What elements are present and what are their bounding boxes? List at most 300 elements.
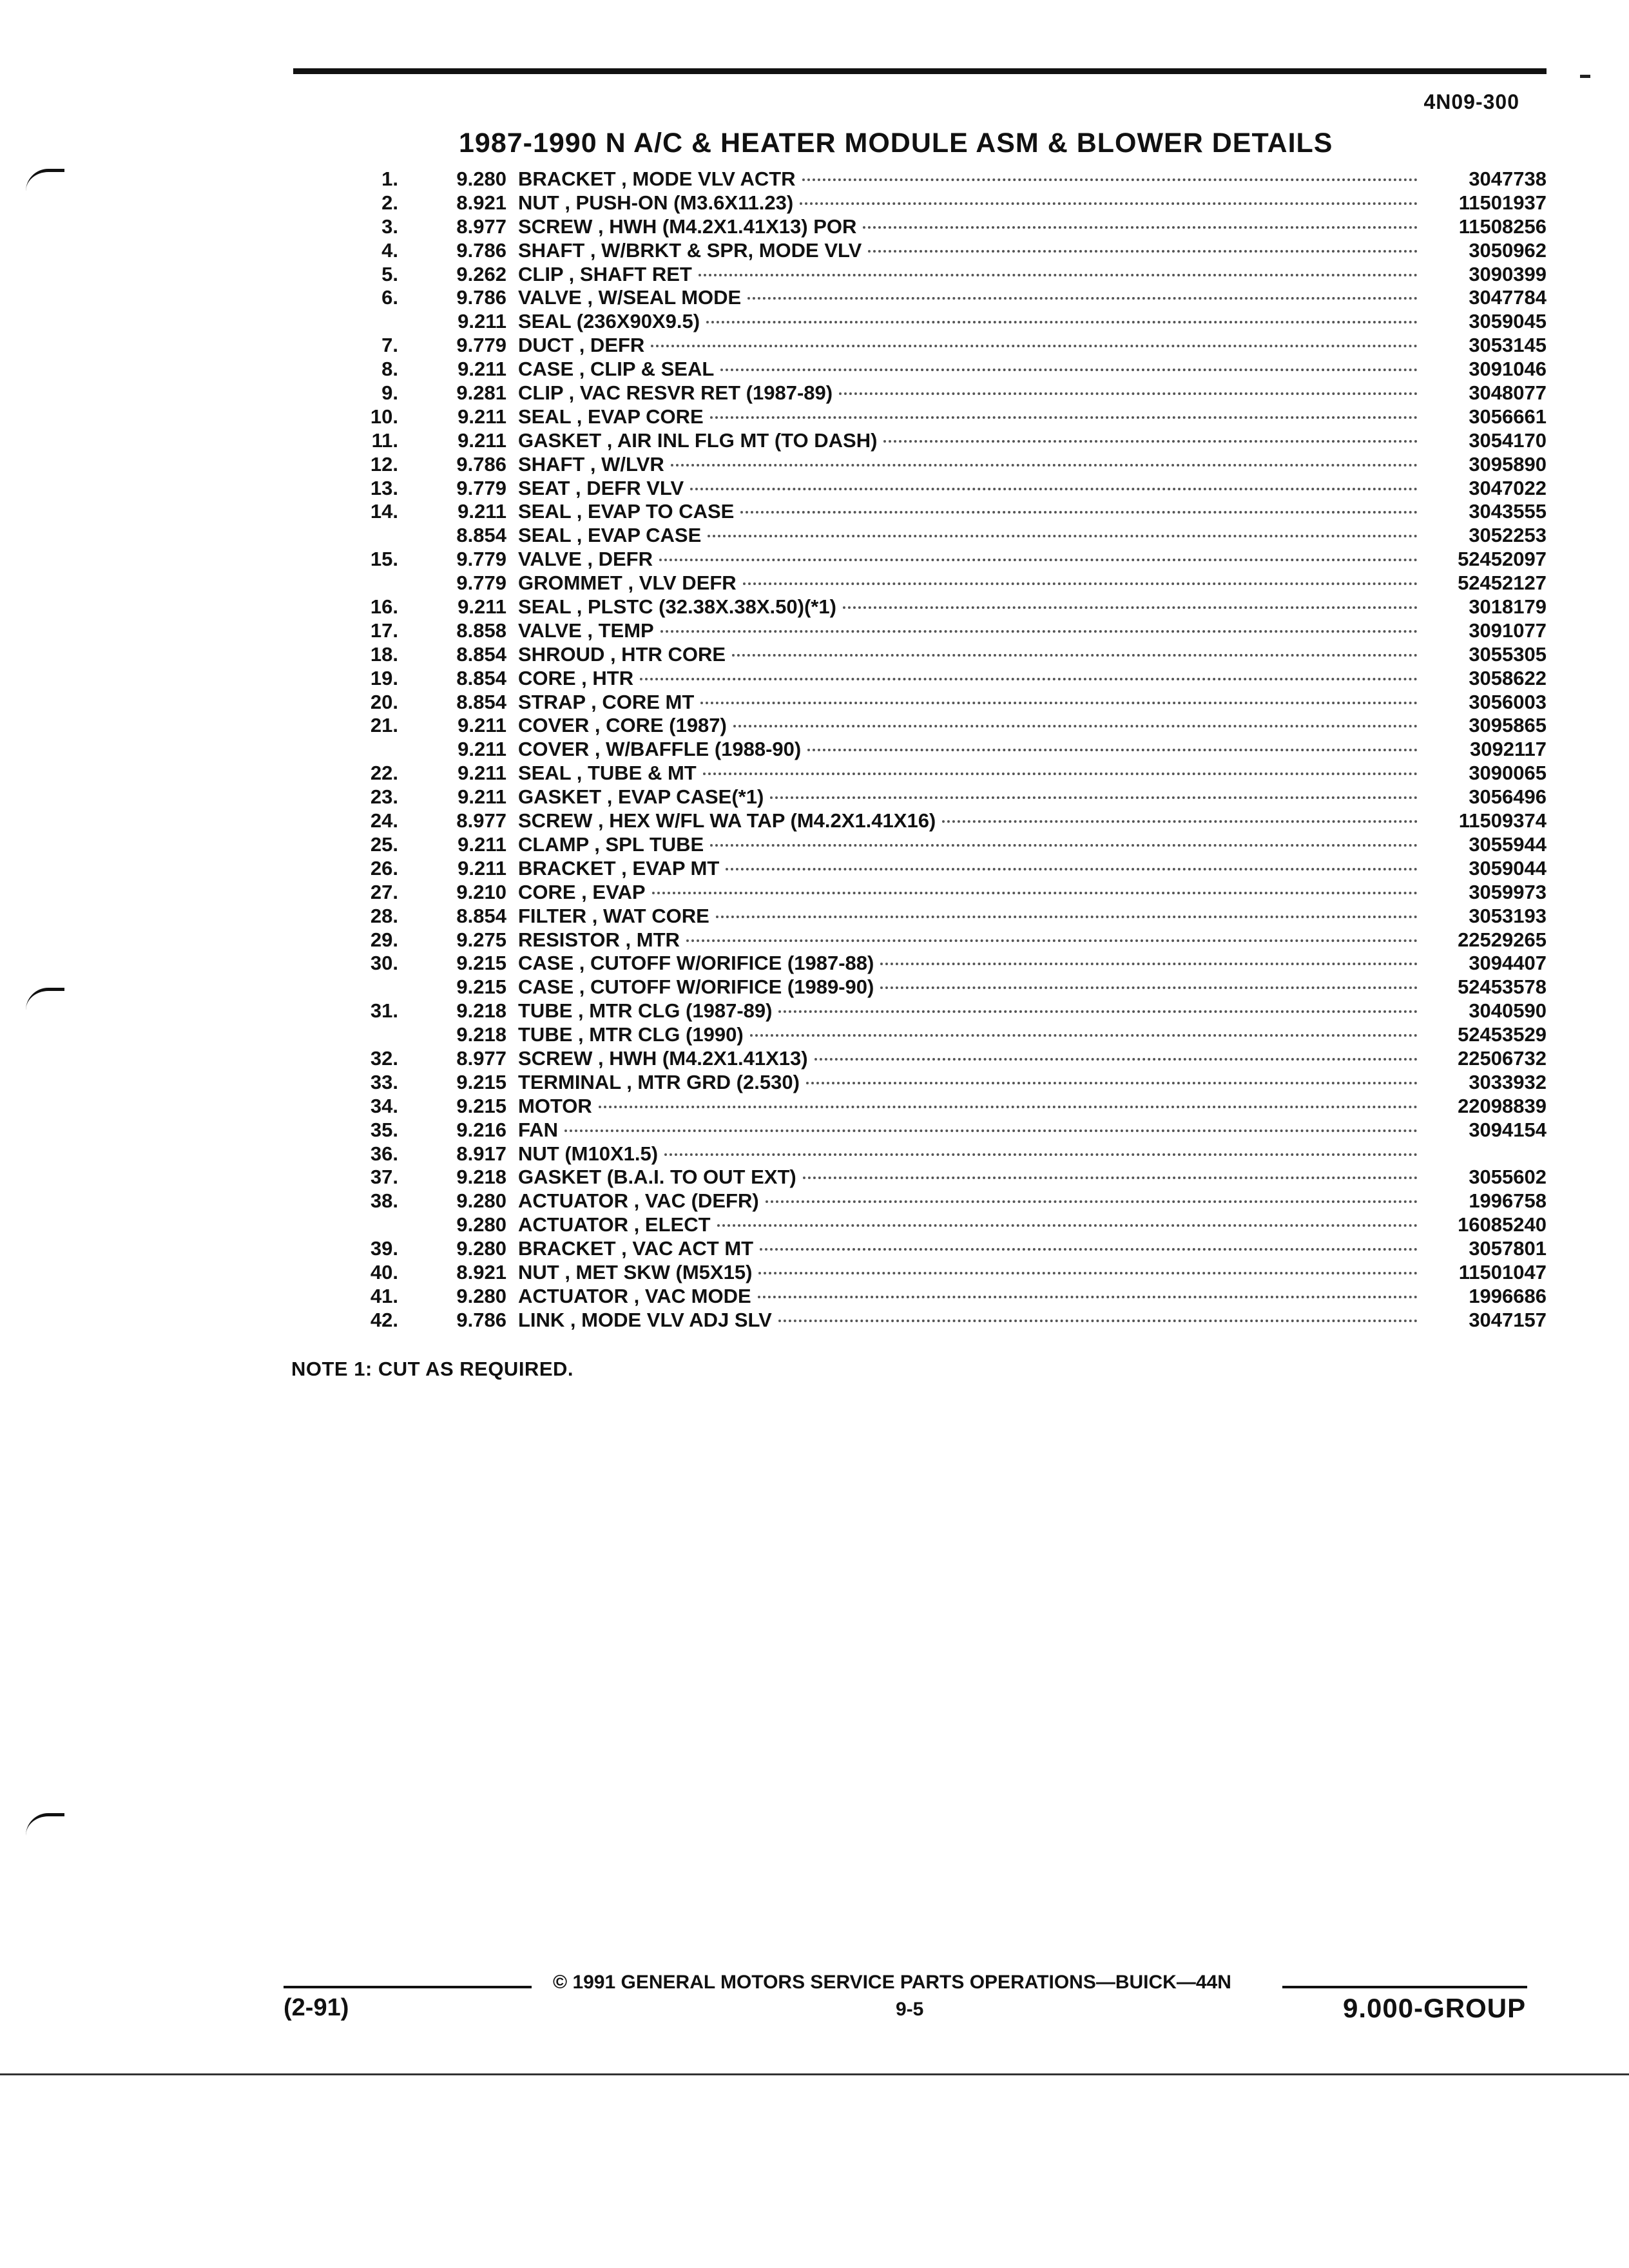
part-number: 3052253 <box>1469 524 1547 547</box>
page-edge-line <box>0 2073 1629 2075</box>
part-number: 11501937 <box>1458 191 1547 214</box>
part-index: 36. <box>370 1142 398 1165</box>
part-description: ACTUATOR , VAC MODE <box>518 1284 751 1307</box>
part-group-number: 9.211 <box>458 785 506 809</box>
dot-leader <box>640 678 1418 680</box>
dot-leader <box>564 1129 1418 1132</box>
part-number: 3056661 <box>1469 405 1547 428</box>
dot-leader <box>660 630 1418 633</box>
part-group-number: 8.917 <box>456 1142 506 1165</box>
part-description: CASE , CUTOFF W/ORIFICE (1987-88) <box>518 952 874 975</box>
dot-leader <box>839 392 1418 395</box>
part-group-number: 8.977 <box>456 215 506 238</box>
part-index: 33. <box>370 1070 398 1093</box>
dot-leader <box>659 559 1418 561</box>
part-description: SEAL , EVAP CASE <box>518 524 702 547</box>
part-row <box>335 429 1547 453</box>
part-row <box>335 1213 1547 1237</box>
part-description: BRACKET , VAC ACT MT <box>518 1237 754 1260</box>
part-group-number: 9.215 <box>456 975 506 999</box>
dot-leader <box>732 654 1418 657</box>
part-index: 24. <box>370 809 398 832</box>
part-description: CORE , EVAP <box>518 880 646 903</box>
dot-leader <box>778 1010 1418 1013</box>
part-number: 3059045 <box>1469 310 1547 333</box>
part-description: CASE , CLIP & SEAL <box>518 358 715 381</box>
part-row <box>335 1166 1547 1189</box>
part-group-number: 9.786 <box>456 286 506 309</box>
part-row <box>335 975 1547 999</box>
part-number: 3047022 <box>1469 476 1547 499</box>
part-group-number: 8.854 <box>456 524 506 547</box>
part-index: 19. <box>370 666 398 689</box>
part-description: NUT (M10X1.5) <box>518 1142 659 1165</box>
page-title: 1987-1990 N A/C & HEATER MODULE ASM & BLOWER DETAILS <box>459 128 1333 159</box>
part-group-number: 9.211 <box>458 500 506 523</box>
part-number: 3059044 <box>1469 856 1547 879</box>
part-row <box>335 168 1547 191</box>
part-row <box>335 1285 1547 1309</box>
dot-leader <box>747 297 1418 300</box>
part-description: SCREW , HWH (M4.2X1.41X13) POR <box>518 215 857 238</box>
part-number: 11501047 <box>1458 1260 1547 1283</box>
dot-leader <box>750 1034 1418 1037</box>
part-number: 3048077 <box>1469 381 1547 405</box>
part-group-number: 9.779 <box>456 548 506 571</box>
part-description: DUCT , DEFR <box>518 334 645 357</box>
part-index: 35. <box>370 1118 398 1141</box>
part-group-number: 9.280 <box>456 1237 506 1260</box>
part-number: 3055602 <box>1469 1166 1547 1189</box>
part-description: SCREW , HWH (M4.2X1.41X13) <box>518 1046 808 1070</box>
part-group-number: 9.211 <box>458 762 506 785</box>
part-group-number: 9.280 <box>456 1189 506 1213</box>
part-number: 3059973 <box>1469 880 1547 903</box>
part-description: ACTUATOR , ELECT <box>518 1213 711 1236</box>
part-group-number: 9.211 <box>458 428 506 452</box>
part-index: 17. <box>370 619 398 642</box>
part-row <box>335 1095 1547 1119</box>
dot-leader <box>733 725 1418 727</box>
part-group-number: 9.262 <box>456 262 506 285</box>
part-description: CLIP , VAC RESVR RET (1987-89) <box>518 381 833 405</box>
dot-leader <box>803 1177 1418 1179</box>
dot-leader <box>760 1248 1418 1251</box>
binder-hole-mark <box>26 169 64 191</box>
part-group-number: 8.854 <box>456 690 506 713</box>
part-group-number: 8.921 <box>456 1260 506 1283</box>
part-group-number: 9.211 <box>458 832 506 856</box>
part-index: 31. <box>370 999 398 1023</box>
part-group-number: 9.779 <box>456 476 506 499</box>
part-number: 3095890 <box>1469 452 1547 476</box>
part-group-number: 8.921 <box>456 191 506 214</box>
part-number: 3047157 <box>1469 1308 1547 1331</box>
part-description: VALVE , TEMP <box>518 619 654 642</box>
part-index: 13. <box>370 476 398 499</box>
dot-leader <box>686 939 1418 942</box>
part-number: 11509374 <box>1458 809 1547 832</box>
copyright-text: © 1991 GENERAL MOTORS SERVICE PARTS OPERATIONS—BUICK—44N <box>553 1972 1231 1993</box>
part-group-number: 9.211 <box>458 738 506 761</box>
page-number: 9-5 <box>896 1999 924 2020</box>
part-group-number: 9.786 <box>456 238 506 262</box>
part-index: 15. <box>370 548 398 571</box>
footer-rule-right <box>1282 1986 1527 1988</box>
part-index: 5. <box>381 262 398 285</box>
part-row <box>335 1023 1547 1047</box>
part-description: NUT , MET SKW (M5X15) <box>518 1260 753 1283</box>
part-number: 3050962 <box>1469 238 1547 262</box>
part-index: 14. <box>370 500 398 523</box>
dot-leader <box>720 369 1418 371</box>
part-description: LINK , MODE VLV ADJ SLV <box>518 1308 772 1331</box>
dot-leader <box>770 796 1418 799</box>
part-description: VALVE , W/SEAL MODE <box>518 286 742 309</box>
part-number: 3033932 <box>1469 1070 1547 1093</box>
part-index: 20. <box>370 690 398 713</box>
part-row <box>335 905 1547 928</box>
part-group-number: 9.211 <box>458 856 506 879</box>
part-row <box>335 1047 1547 1071</box>
part-number: 3055305 <box>1469 642 1547 666</box>
part-number: 3043555 <box>1469 500 1547 523</box>
page-code: 4N09-300 <box>1423 90 1519 113</box>
part-index: 29. <box>370 928 398 951</box>
part-description: CORE , HTR <box>518 666 634 689</box>
part-description: CASE , CUTOFF W/ORIFICE (1989-90) <box>518 975 874 999</box>
part-index: 22. <box>370 762 398 785</box>
part-description: TERMINAL , MTR GRD (2.530) <box>518 1070 800 1093</box>
part-index: 32. <box>370 1046 398 1070</box>
part-row <box>335 809 1547 833</box>
part-row <box>335 691 1547 715</box>
part-index: 39. <box>370 1237 398 1260</box>
part-description: COVER , CORE (1987) <box>518 714 727 737</box>
part-description: CLAMP , SPL TUBE <box>518 832 704 856</box>
parts-list <box>335 168 1547 1332</box>
part-index: 1. <box>381 168 398 190</box>
part-group-number: 9.211 <box>458 405 506 428</box>
part-row <box>335 1309 1547 1332</box>
part-number: 3055944 <box>1469 832 1547 856</box>
dot-leader <box>651 345 1418 347</box>
part-description: TUBE , MTR CLG (1987-89) <box>518 999 773 1023</box>
part-number: 52452127 <box>1458 572 1547 595</box>
part-row <box>335 857 1547 881</box>
part-group-number: 9.211 <box>458 310 506 333</box>
dot-leader <box>690 488 1418 490</box>
dot-leader <box>664 1153 1418 1156</box>
part-number: 3090399 <box>1469 262 1547 285</box>
part-row <box>335 952 1547 975</box>
part-group-number: 9.779 <box>456 572 506 595</box>
part-group-number: 9.216 <box>456 1118 506 1141</box>
part-number: 3018179 <box>1469 595 1547 619</box>
part-row <box>335 643 1547 667</box>
part-index: 23. <box>370 785 398 809</box>
dot-leader <box>710 844 1418 847</box>
dot-leader <box>880 963 1418 965</box>
part-index: 2. <box>381 191 398 214</box>
part-group-number: 9.218 <box>456 999 506 1023</box>
part-row <box>335 334 1547 358</box>
dot-leader <box>942 820 1418 823</box>
part-row <box>335 191 1547 215</box>
part-row <box>335 999 1547 1023</box>
part-index: 30. <box>370 952 398 975</box>
part-row <box>335 310 1547 334</box>
dot-leader <box>815 1058 1418 1061</box>
part-row <box>335 239 1547 263</box>
part-number: 3094154 <box>1469 1118 1547 1141</box>
part-group-number: 9.210 <box>456 880 506 903</box>
part-number: 3095865 <box>1469 714 1547 737</box>
part-row <box>335 1189 1547 1213</box>
part-index: 38. <box>370 1189 398 1213</box>
dot-leader <box>700 702 1418 704</box>
dot-leader <box>843 606 1418 609</box>
part-number: 22506732 <box>1458 1046 1547 1070</box>
part-row <box>335 1119 1547 1142</box>
part-number: 3047738 <box>1469 168 1547 190</box>
part-row <box>335 595 1547 619</box>
dot-leader <box>706 321 1418 323</box>
part-description: GASKET , AIR INL FLG MT (TO DASH) <box>518 428 878 452</box>
dot-leader <box>802 178 1418 181</box>
part-index: 6. <box>381 286 398 309</box>
part-group-number: 9.215 <box>456 1070 506 1093</box>
part-row <box>335 667 1547 691</box>
revision-date: (2-91) <box>284 1994 349 2021</box>
part-description: GROMMET , VLV DEFR <box>518 572 737 595</box>
part-group-number: 9.211 <box>458 358 506 381</box>
dot-leader <box>671 464 1418 466</box>
dot-leader <box>880 986 1418 989</box>
part-index: 40. <box>370 1260 398 1283</box>
part-description: SEAL , TUBE & MT <box>518 762 697 785</box>
part-index: 18. <box>370 642 398 666</box>
part-index: 41. <box>370 1284 398 1307</box>
part-number: 52453578 <box>1458 975 1547 999</box>
part-number: 3091077 <box>1469 619 1547 642</box>
part-number: 3040590 <box>1469 999 1547 1023</box>
part-number: 3094407 <box>1469 952 1547 975</box>
part-group-number: 9.779 <box>456 334 506 357</box>
part-number: 3056003 <box>1469 690 1547 713</box>
part-number: 52453529 <box>1458 1023 1547 1046</box>
part-index: 37. <box>370 1166 398 1189</box>
dot-leader <box>766 1200 1418 1203</box>
part-number: 3056496 <box>1469 785 1547 809</box>
part-description: NUT , PUSH-ON (M3.6X11.23) <box>518 191 794 214</box>
part-number: 16085240 <box>1458 1213 1547 1236</box>
part-description: SHAFT , W/LVR <box>518 452 664 476</box>
part-description: FILTER , WAT CORE <box>518 904 709 927</box>
part-row <box>335 881 1547 905</box>
part-row <box>335 405 1547 429</box>
dot-leader <box>883 440 1418 443</box>
part-group-number: 9.218 <box>456 1166 506 1189</box>
part-description: SEAL , PLSTC (32.38X.38X.50)(*1) <box>518 595 836 619</box>
part-index: 26. <box>370 856 398 879</box>
footnote: NOTE 1: CUT AS REQUIRED. <box>291 1358 574 1380</box>
part-description: SEAT , DEFR VLV <box>518 476 684 499</box>
part-group-number: 8.977 <box>456 809 506 832</box>
binder-hole-mark <box>26 988 64 1010</box>
part-description: RESISTOR , MTR <box>518 928 680 951</box>
binder-hole-mark <box>26 1813 64 1836</box>
part-group-number: 9.211 <box>458 714 506 737</box>
dot-leader <box>868 250 1418 253</box>
dot-leader <box>863 226 1418 229</box>
part-row <box>335 524 1547 548</box>
part-number: 1996686 <box>1469 1284 1547 1307</box>
dot-leader <box>807 749 1418 751</box>
part-index: 10. <box>370 405 398 428</box>
dot-leader <box>806 1082 1418 1084</box>
part-description: ACTUATOR , VAC (DEFR) <box>518 1189 759 1213</box>
part-row <box>335 785 1547 809</box>
header-rule-mark <box>1580 75 1590 78</box>
part-number: 3053193 <box>1469 904 1547 927</box>
part-group-number: 9.280 <box>456 168 506 190</box>
part-description: GASKET , EVAP CASE(*1) <box>518 785 764 809</box>
part-number: 3058622 <box>1469 666 1547 689</box>
part-group-number: 8.854 <box>456 904 506 927</box>
part-row <box>335 738 1547 762</box>
part-row <box>335 572 1547 595</box>
part-row <box>335 500 1547 524</box>
footer-rule-left <box>284 1986 532 1988</box>
header-rule <box>293 68 1547 74</box>
part-row <box>335 453 1547 477</box>
part-group-number: 9.280 <box>456 1284 506 1307</box>
part-number: 3054170 <box>1469 428 1547 452</box>
part-description: BRACKET , MODE VLV ACTR <box>518 168 796 190</box>
part-number: 1996758 <box>1469 1189 1547 1213</box>
group-label: 9.000-GROUP <box>1343 1993 1527 2023</box>
dot-leader <box>703 773 1418 775</box>
part-description: FAN <box>518 1118 558 1141</box>
part-row <box>335 381 1547 405</box>
part-description: SCREW , HEX W/FL WA TAP (M4.2X1.41X16) <box>518 809 936 832</box>
dot-leader <box>708 535 1418 537</box>
part-index: 42. <box>370 1308 398 1331</box>
part-row <box>335 714 1547 738</box>
part-row <box>335 263 1547 287</box>
part-group-number: 9.786 <box>456 452 506 476</box>
part-index: 7. <box>381 334 398 357</box>
part-number: 3047784 <box>1469 286 1547 309</box>
part-number: 52452097 <box>1458 548 1547 571</box>
part-group-number: 9.218 <box>456 1023 506 1046</box>
part-description: VALVE , DEFR <box>518 548 653 571</box>
part-row <box>335 1261 1547 1285</box>
dot-leader <box>599 1106 1418 1108</box>
part-row <box>335 477 1547 501</box>
part-group-number: 8.858 <box>456 619 506 642</box>
part-number: 3092117 <box>1470 738 1547 761</box>
part-description: TUBE , MTR CLG (1990) <box>518 1023 744 1046</box>
dot-leader <box>778 1320 1418 1322</box>
part-row <box>335 619 1547 643</box>
part-index: 8. <box>381 358 398 381</box>
part-index: 9. <box>381 381 398 405</box>
dot-leader <box>800 202 1418 205</box>
part-index: 25. <box>370 832 398 856</box>
part-index: 34. <box>370 1094 398 1117</box>
part-description: SHAFT , W/BRKT & SPR, MODE VLV <box>518 238 862 262</box>
part-row <box>335 286 1547 310</box>
dot-leader <box>717 1224 1418 1227</box>
dot-leader <box>740 511 1418 514</box>
part-group-number: 9.280 <box>456 1213 506 1236</box>
part-row <box>335 1071 1547 1095</box>
part-number: 3091046 <box>1469 358 1547 381</box>
dot-leader <box>716 916 1418 918</box>
part-index: 27. <box>370 880 398 903</box>
part-description: SEAL (236X90X9.5) <box>518 310 700 333</box>
part-number: 3053145 <box>1469 334 1547 357</box>
part-description: BRACKET , EVAP MT <box>518 856 720 879</box>
part-row <box>335 928 1547 952</box>
part-index: 11. <box>371 428 398 452</box>
part-group-number: 9.215 <box>456 952 506 975</box>
part-description: STRAP , CORE MT <box>518 690 695 713</box>
part-index: 16. <box>370 595 398 619</box>
part-description: COVER , W/BAFFLE (1988-90) <box>518 738 802 761</box>
part-index: 3. <box>381 215 398 238</box>
dot-leader <box>743 582 1418 585</box>
dot-leader <box>699 274 1418 276</box>
part-number: 3090065 <box>1469 762 1547 785</box>
part-row <box>335 833 1547 857</box>
part-number: 22098839 <box>1458 1094 1547 1117</box>
part-group-number: 9.786 <box>456 1308 506 1331</box>
part-description: SEAL , EVAP TO CASE <box>518 500 735 523</box>
part-row <box>335 358 1547 381</box>
part-group-number: 8.854 <box>456 642 506 666</box>
part-group-number: 9.211 <box>458 595 506 619</box>
dot-leader <box>652 892 1418 894</box>
part-number: 11508256 <box>1458 215 1547 238</box>
part-description: SHROUD , HTR CORE <box>518 642 726 666</box>
part-description: CLIP , SHAFT RET <box>518 262 692 285</box>
part-description: SEAL , EVAP CORE <box>518 405 704 428</box>
part-group-number: 8.854 <box>456 666 506 689</box>
part-index: 28. <box>370 904 398 927</box>
part-group-number: 9.215 <box>456 1094 506 1117</box>
part-number: 22529265 <box>1458 928 1547 951</box>
part-row <box>335 1237 1547 1261</box>
dot-leader <box>710 416 1418 419</box>
part-group-number: 9.275 <box>456 928 506 951</box>
part-description: MOTOR <box>518 1094 592 1117</box>
part-row <box>335 762 1547 785</box>
dot-leader <box>758 1272 1418 1274</box>
part-index: 12. <box>370 452 398 476</box>
part-index: 21. <box>370 714 398 737</box>
part-row <box>335 215 1547 239</box>
part-description: GASKET (B.A.I. TO OUT EXT) <box>518 1166 796 1189</box>
dot-leader <box>726 868 1418 870</box>
part-number: 3057801 <box>1469 1237 1547 1260</box>
part-row <box>335 1142 1547 1166</box>
part-group-number: 8.977 <box>456 1046 506 1070</box>
part-index: 4. <box>381 238 398 262</box>
dot-leader <box>758 1296 1418 1298</box>
